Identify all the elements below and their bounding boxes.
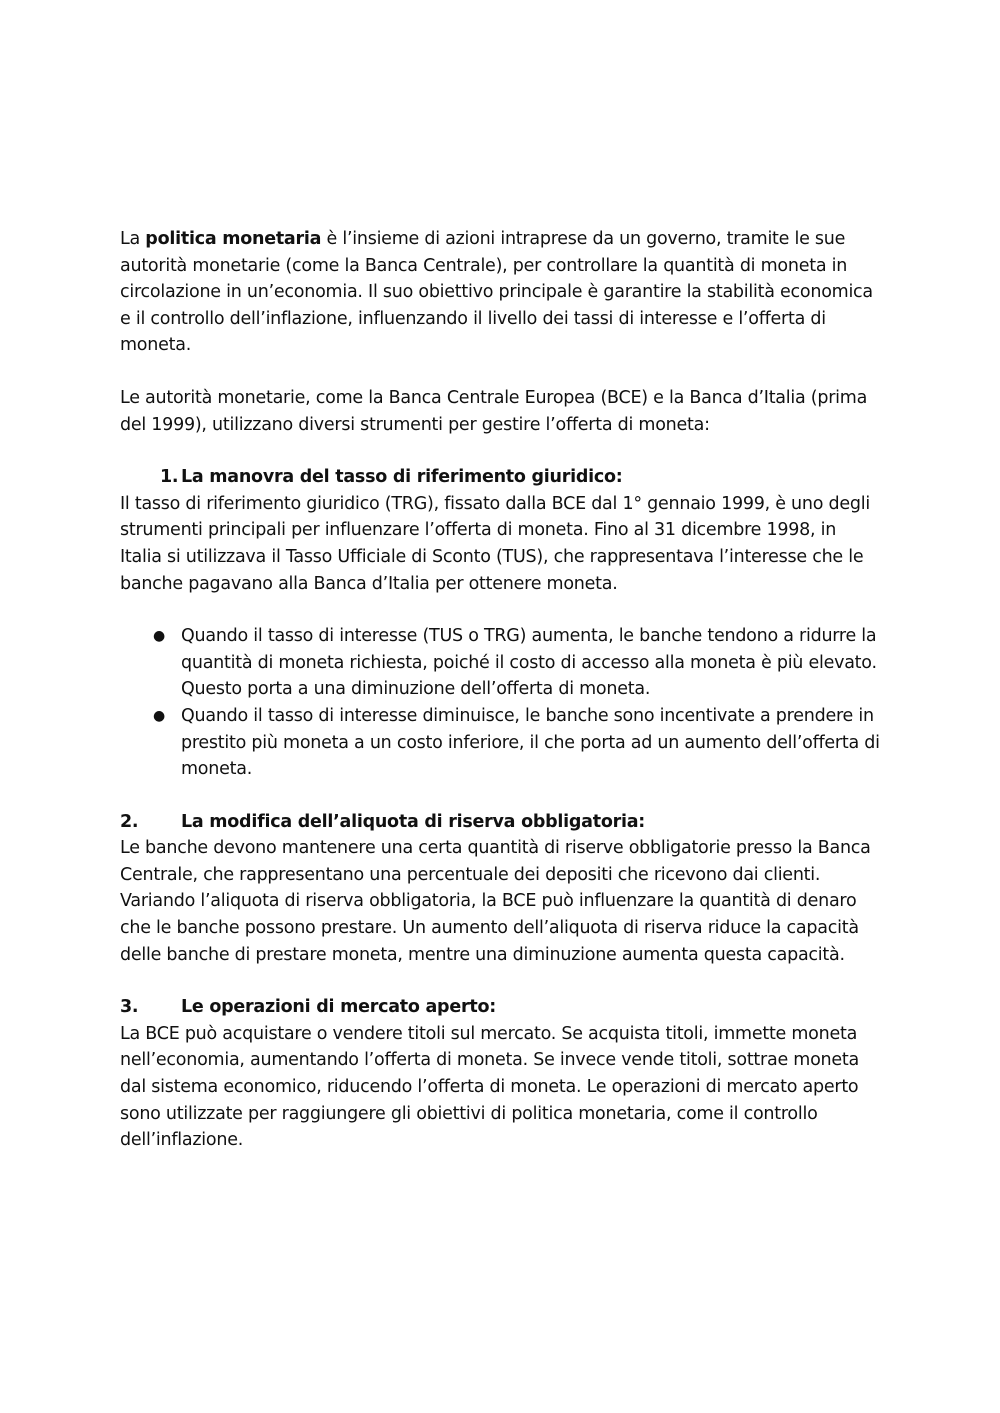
- section-2: [120, 809, 880, 969]
- section-1-bullet-list: [120, 623, 880, 783]
- section-2-body: Le banche devono mantenere una certa quantità di riserve obbligatorie presso la Banca Centrale, che rappresentano una percentuale dei depositi che ricevono dai clienti. Variando l’aliquota di riserva obbligatoria, la BCE può influenzare la quantità di denaro che le banche possono prestare. Un aumento dell’aliquota di riserva riduce la capacità delle banche di prestare moneta, mentre una diminuzione aumenta questa capacità.: [120, 838, 871, 965]
- document-page: [120, 226, 880, 1180]
- intro-paragraph-2: Le autorità monetarie, come la Banca Centrale Europea (BCE) e la Banca d’Italia (prima del 1999), utilizzano diversi strumenti per gestire l’offerta di moneta:: [120, 387, 868, 435]
- section-3-number: 3.: [120, 997, 139, 1018]
- section-2-heading: [120, 809, 880, 836]
- bullet-icon: ●: [153, 707, 165, 724]
- section-1-number: 1.: [160, 467, 179, 488]
- list-item: ● Quando il tasso di interesse (TUS o TRG) aumenta, le banche tendono a ridurre la quantità di moneta richiesta, poiché il costo di accesso alla moneta è più elevato. Questo porta a una diminuzione dell’offerta di moneta.: [120, 623, 880, 703]
- section-1-heading: [120, 464, 880, 491]
- bullet-icon: ●: [153, 628, 165, 645]
- intro-paragraph-1: La politica monetaria è l’insieme di azioni intraprese da un governo, tramite le sue autorità monetarie (come la Banca Centrale), per controllare la quantità di moneta in circolazione in un’economia. Il suo obiettivo principale è garantire la stabilità economica e il controllo dell’inflazione, influenzando il livello dei tassi di interesse e l’offerta di moneta.: [120, 229, 873, 356]
- section-1: [120, 464, 880, 783]
- section-3-title: Le operazioni di mercato aperto:: [181, 997, 496, 1018]
- section-3-body: La BCE può acquistare o vendere titoli sul mercato. Se acquista titoli, immette moneta nell’economia, aumentando l’offerta di moneta. Se invece vende titoli, sottrae moneta dal sistema economico, riducendo l’offerta di moneta. Le operazioni di mercato aperto sono utilizzate per raggiungere gli obiettivi di politica monetaria, come il controllo dell’inflazione.: [120, 1023, 859, 1151]
- section-3-heading: [120, 994, 880, 1021]
- section-3: [120, 994, 880, 1154]
- section-2-title: La modifica dell’aliquota di riserva obbligatoria:: [181, 811, 646, 832]
- section-2-number: 2.: [120, 811, 139, 832]
- section-1-title: La manovra del tasso di riferimento giuridico:: [181, 467, 623, 488]
- section-1-body: Il tasso di riferimento giuridico (TRG), fissato dalla BCE dal 1° gennaio 1999, è uno degli strumenti principali per influenzare l’offerta di moneta. Fino al 31 dicembre 1998, in Italia si utilizzava il Tasso Ufficiale di Sconto (TUS), che rappresentava l’interesse che le banche pagavano alla Banca d’Italia per ottenere moneta.: [120, 493, 870, 594]
- list-item: ● Quando il tasso di interesse diminuisce, le banche sono incentivate a prendere in prestito più moneta a un costo inferiore, il che porta ad un aumento dell’offerta di moneta.: [120, 703, 880, 783]
- key-term-politica-monetaria: politica monetaria: [145, 229, 322, 249]
